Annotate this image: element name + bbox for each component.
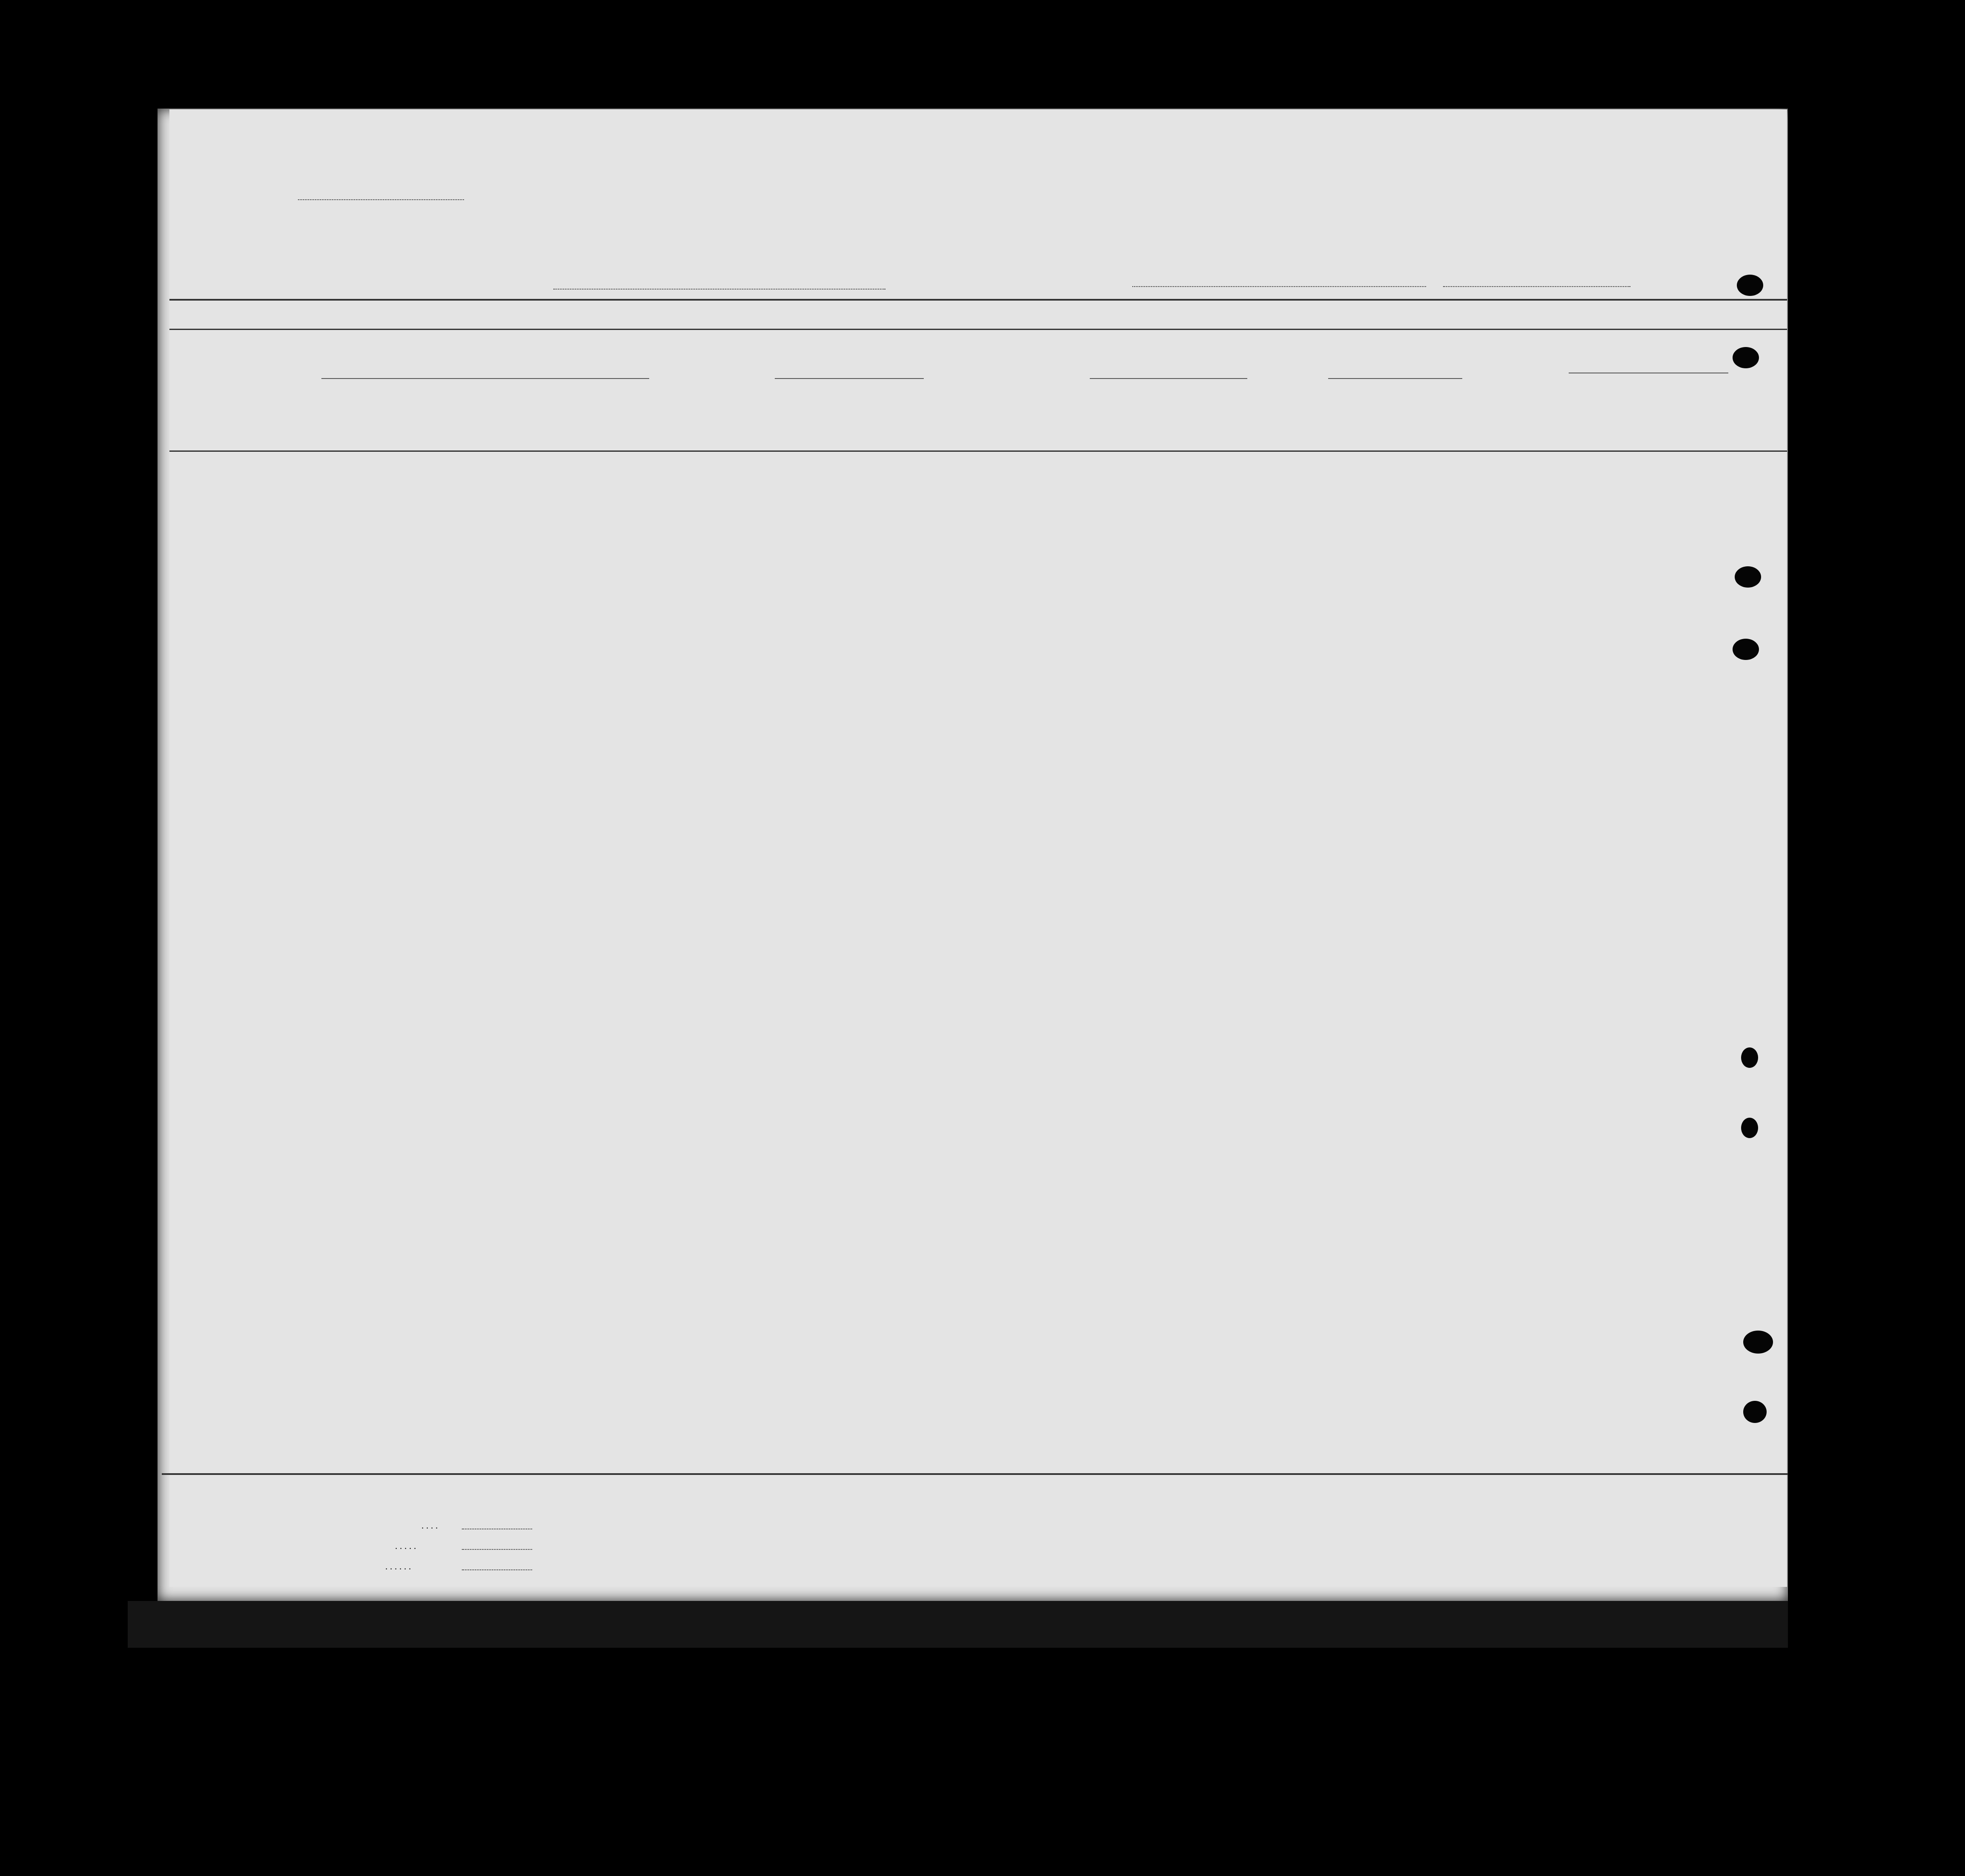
age-subheader-rule [594,378,649,379]
manifest-sheet-inner [169,109,1787,1587]
list-number-field[interactable] [298,199,464,200]
sailing-from-field[interactable] [1132,286,1426,287]
vessel-name-field [553,289,885,290]
table-top-border [169,299,1787,301]
name-subheader-rule [321,378,594,379]
dark-shadow-band [128,1601,1788,1648]
punch-hole-icon [1733,347,1759,368]
us-citizens-field[interactable] [462,1549,532,1550]
header-bottom-rule [169,450,1787,452]
table-bottom-border [162,1473,1788,1475]
punch-hole-icon [1741,1118,1758,1138]
punch-hole-icon [1735,566,1761,588]
column-number-rule [169,329,1787,330]
punch-hole-icon [1741,1047,1758,1068]
punch-hole-icon [1743,1331,1773,1354]
pob-subheader-rule [1090,378,1247,379]
punch-hole-icon [1737,275,1763,296]
punch-hole-icon [1733,639,1759,660]
able-subheader-rule [775,378,924,379]
aliens-field[interactable] [462,1569,532,1570]
issued-subheader-rule [1328,378,1462,379]
sailing-date-field[interactable] [1443,286,1630,287]
punch-hole-icon [1743,1401,1767,1423]
